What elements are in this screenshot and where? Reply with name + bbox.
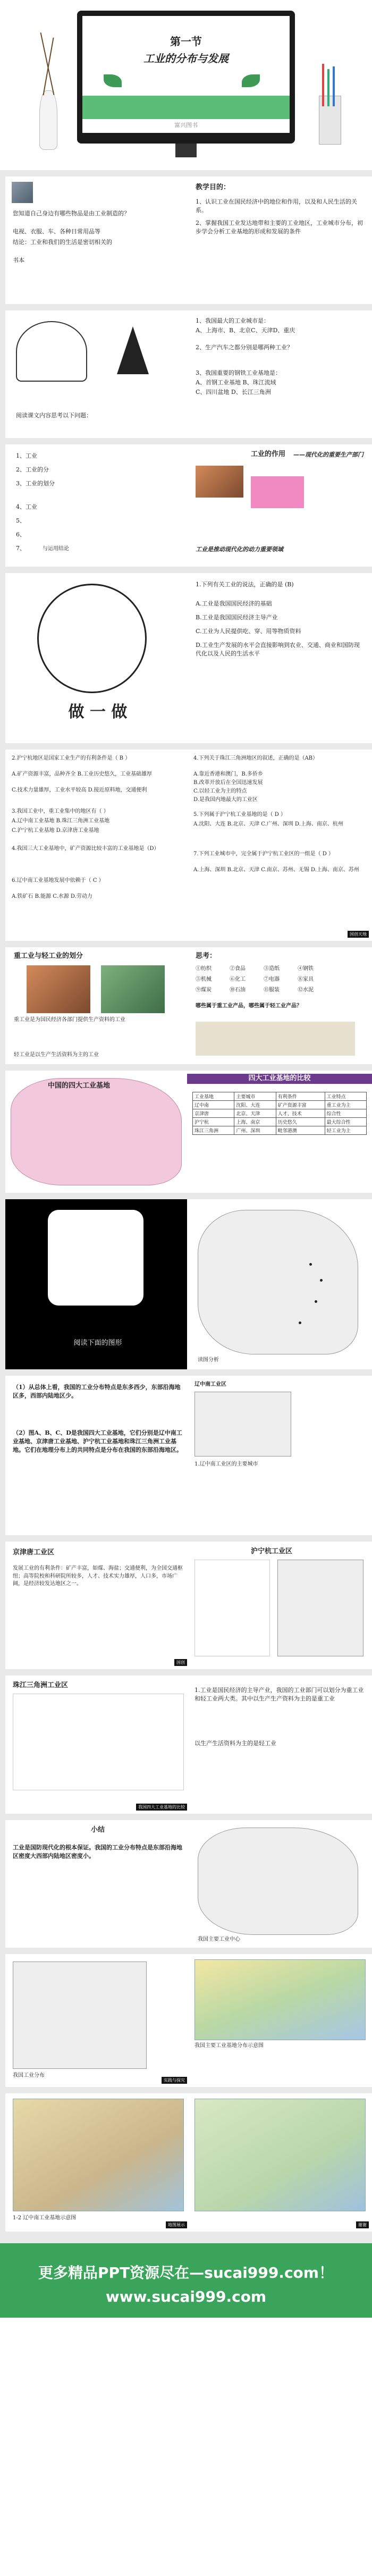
city-dot <box>309 1263 312 1266</box>
liaozhongnan-title: 辽中南工业区 <box>195 1382 226 1387</box>
quiz3-q4-b: B.改革开放后在全国迅速发展 <box>193 780 263 786</box>
bottom-blank <box>0 2318 372 2576</box>
question-3-option-c: C、四川盆地 D、长江三角洲 <box>196 389 271 395</box>
slide-outline <box>5 444 190 567</box>
outline-line-2: 2、工业的分 <box>16 466 49 473</box>
factory-image <box>196 466 243 498</box>
quiz2-q3-a: A.辽中南工业基地 B.珠江三角洲工业基地 <box>12 818 110 824</box>
industry-centers-label: 我国主要工业中心 <box>198 1937 240 1942</box>
quiz2-q3-c: C.沪宁杭工业基地 D.京津唐工业基地 <box>12 828 99 834</box>
table-cell: 沈阳、大连 <box>234 1101 276 1109</box>
slide-tag: 国创天地 <box>348 931 369 938</box>
heavy-definition: 重工业是为国民经济各部门提供生产资料的工业 <box>14 1017 125 1023</box>
bases-color-label: 我国主要工业基地分布示意图 <box>195 2043 264 2049</box>
slide-heavy-light <box>5 947 190 1064</box>
table-header-row <box>193 1092 367 1101</box>
slide-quiz-2 <box>5 750 190 941</box>
china-outline-map <box>198 1210 358 1354</box>
slide-quiz-1 <box>187 573 372 743</box>
city-dot <box>320 1279 323 1282</box>
practice-map <box>13 1962 147 2069</box>
quiz2-q3: 3.我国工业中，重工业集中的地区有（ ） <box>12 809 109 814</box>
outline-line-7: 7、 <box>16 545 26 552</box>
compass-icon <box>117 326 149 374</box>
outline-line-6: 6、 <box>16 531 26 538</box>
question-3: 3、我国重要的钢铁工业基地是： <box>196 369 281 376</box>
table-header: 工业基地 <box>193 1092 234 1101</box>
product-2: ②食品 <box>230 966 246 972</box>
comparison-title: 四大工业基地的比较 <box>187 1074 372 1084</box>
slide-read-think <box>5 310 190 438</box>
quiz3-q7-a: A.上海、深圳 B.北京、天津 C.南京、苏州、无锡 D.上海、南京、苏州 <box>193 867 359 873</box>
slide-teaching-goals <box>187 176 372 304</box>
quiz2-q6: 6.辽中南工业基地发展中依赖于（ C ） <box>12 878 104 883</box>
quiz3-q4-c: C.以轻工业为主的特点 <box>193 788 247 794</box>
quiz2-q6-a: A.铁矿石 B.能源 C.水源 D.劳动力 <box>12 894 92 899</box>
table-row <box>193 1126 367 1135</box>
slide-four-bases-map <box>5 1071 190 1193</box>
table-cell: 京津唐 <box>193 1109 234 1118</box>
jingjintang-title: 京津唐工业区 <box>13 1548 55 1556</box>
slide-tag: 地图展示 <box>166 2221 187 2228</box>
quiz-question: 1.下列有关工业的说法，正确的是 (B) <box>196 581 294 588</box>
green-band <box>82 96 290 119</box>
pearl-river-title: 珠江三角洲工业区 <box>13 1681 69 1689</box>
pencils-decoration <box>314 64 345 149</box>
heavy-light-title: 重工业与轻工业的划分 <box>14 952 83 960</box>
distribution-answer-2: （2）图A、B、C、D是我国四大工业基地，它们分别是辽中南工业基地、京津唐工业基地、沪宁杭工业基地和珠江三角洲工业基地。它们在地理分布上的共同特点是分布在我国的东部沿海地区。 <box>13 1429 182 1453</box>
slide-bases-comparison <box>187 1071 372 1193</box>
table-cell: 重工业为主 <box>325 1101 366 1109</box>
liaozhongnan-map-caption: 1-2 辽中南工业基地示意图 <box>13 2215 77 2221</box>
distribution-answer-1: （1）从总体上看，我国的工业分布特点是东多西少，东部沿海地区多，西部内陆地区少。 <box>13 1384 181 1399</box>
map-analysis-label: 读图分析 <box>198 1357 219 1363</box>
quiz3-q5: 5.下列属于沪宁杭工业基地的是（ D ） <box>193 812 286 818</box>
slide-tag: 实践与探究 <box>162 2077 187 2084</box>
goal-item-1: 1、认识工业在国民经济中的地位和作用，以及和人民生活的关系。 <box>196 198 357 214</box>
comparison-table <box>192 1092 367 1135</box>
outline-line-4: 4、工业 <box>16 503 37 510</box>
table-cell: 综合性 <box>325 1109 366 1118</box>
city-dot <box>315 1300 317 1303</box>
summary-title: 小结 <box>90 1826 105 1834</box>
table-cell: 辽中南 <box>193 1101 234 1109</box>
outline-line-5: 5、 <box>16 517 26 524</box>
slide-fill-blanks <box>187 1676 372 1814</box>
huninghang-title: 沪宁杭工业区 <box>251 1547 293 1555</box>
monitor-screen <box>82 16 290 133</box>
outline-line-1: 1、工业 <box>16 452 37 459</box>
banner-line-1: 更多精品PPT资源尽在—sucai999.com！ <box>38 2264 334 2282</box>
slide-liaozhongnan <box>187 1376 372 1535</box>
final-map <box>195 2099 366 2211</box>
vase-decoration <box>32 32 64 149</box>
slide-industry-role <box>187 444 372 567</box>
table-cell: 矿产资源丰富 <box>276 1101 325 1109</box>
quiz2-q2-a: A.矿产资源丰富，品种齐全 B.工业历史悠久，工业基础雄厚 <box>12 771 153 777</box>
city-dot <box>299 1321 301 1324</box>
liaozhongnan-sub: 1.辽中南工业区的主要城市 <box>195 1461 258 1467</box>
question-2: 2、生产汽车之都分别是哪两种工业？ <box>196 344 293 351</box>
quiz3-q4-a: A.靠近香港和澳门，B.多侨乡 <box>193 771 263 777</box>
books-caption: 书本 <box>13 257 24 264</box>
outline-right-label: 与运用结论 <box>43 546 69 552</box>
role-subtitle: ——现代化的重要生产部门 <box>293 451 363 458</box>
table-cell: 珠江三角洲 <box>193 1126 234 1135</box>
banner-line-2: www.sucai999.com <box>105 2288 267 2305</box>
jingjintang-body: 发展工业的有利条件：矿产丰富，如煤、海盐；交通便利，为全国交通枢纽；高等院校和科研院所较多，人才、技术实力雄厚，人口多，市场广阔，是经济较发达地区之一。 <box>13 1565 183 1587</box>
table-header: 主要城市 <box>234 1092 276 1101</box>
product-11: ⑪服装 <box>264 987 280 993</box>
answer-text: 电视、衣服、车、各种日常用品等 <box>13 228 100 235</box>
slide-tag: 国创 <box>174 1659 187 1666</box>
think-label: 思考： <box>196 952 217 960</box>
quiz2-q4: 4.我国三大工业基地中，矿产资源比较丰富的工业基地是（D） <box>12 846 159 852</box>
liaozhongnan-map <box>195 1392 291 1457</box>
product-12: ⑫水泥 <box>298 987 314 993</box>
thinking-kid-cartoon <box>48 1210 143 1306</box>
table-cell: 沪宁杭 <box>193 1118 234 1126</box>
goal-item-2: 2、掌握我国工业发达地带和主要的工业地区，工业城市分布，初步学会分析工业基地的形成和发展的条件 <box>196 220 363 235</box>
table-cell: 历史悠久 <box>276 1118 325 1126</box>
industry-centers-map <box>198 1828 358 1935</box>
quiz3-q7: 7.下列工业城市中，完全属于沪宁杭工业区的一组是（ D ） <box>193 851 334 857</box>
huninghang-text-block <box>195 1560 270 1656</box>
question-1-options: A、上海市、B、北京C、天津D、重庆 <box>196 327 295 334</box>
conclusion-text: 结论：工业和我们的生活是密切相关的 <box>13 239 112 246</box>
table-cell: 北京、天津 <box>234 1109 276 1118</box>
light-definition: 轻工业是以生产生活资料为主的工业 <box>14 1052 99 1058</box>
fill-blank-2: 以生产生活资料为主的是轻工业 <box>195 1740 276 1747</box>
table-row <box>193 1109 367 1118</box>
slide-quiz-3 <box>187 750 372 941</box>
slide-summary <box>5 1820 190 1948</box>
product-1: ①纺织 <box>196 966 212 972</box>
slide-distribution-answers <box>5 1376 190 1535</box>
phone-image <box>12 182 33 203</box>
table-cell: 人才、技术 <box>276 1109 325 1118</box>
china-map <box>11 1078 182 1185</box>
slide-reading-questions <box>187 310 372 438</box>
bases-color-map <box>195 1959 366 2040</box>
question-1: 1、我国最大的工业城市是： <box>196 317 269 324</box>
slide-industry-centers-map <box>187 1820 372 1948</box>
quiz-option-a: A.工业是我国国民经济的基础 <box>196 600 272 607</box>
quiz3-q4: 4.下列关于珠江三角洲地区的叙述，正确的是（AB） <box>193 755 318 761</box>
do-it-label: 做 一 做 <box>68 703 128 721</box>
slide-distribution-map-practice <box>5 1954 190 2087</box>
thinking-boy-cartoon <box>37 584 147 693</box>
question-text: 您知道自己身边有哪些物品是由工业制造的？ <box>13 210 130 217</box>
role-caption: 工业是推动现代化的动力重要领域 <box>196 546 283 553</box>
product-9: ⑨煤炭 <box>196 987 212 993</box>
textile-image <box>101 965 165 1013</box>
read-label: 阅读课文内容思考以下问题： <box>16 412 92 419</box>
practice-label: 我国工业分布 <box>13 2073 45 2078</box>
slide-title <box>0 0 372 170</box>
table-cell: 广州、深圳 <box>234 1126 276 1135</box>
leaf-icon <box>104 74 122 87</box>
quiz2-q2-c: C.技术力量雄厚，工业水平较高 D.接近原料地，交通便利 <box>12 787 147 793</box>
outline-line-3: 3、工业的划分 <box>16 480 55 487</box>
quiz3-q5-a: A.沈阳、大连 B.北京、天津 C.广州、深圳 D.上海、南京、杭州 <box>193 821 343 827</box>
fill-blank-1: 1.工业是国民经济的主导产业，我国的工业部门可以划分为重工业和轻工业两大类。其中以生产生产资料为主的是重工业 <box>195 1687 364 1702</box>
summary-text: 工业是国防现代化的根本保证。我国的工业分布特点是东部沿海地区密度大西部内陆地区密度小。 <box>13 1844 182 1859</box>
product-3: ③造纸 <box>264 966 280 972</box>
product-6: ⑥化工 <box>230 976 246 982</box>
slide-industry-dots-map <box>187 1199 372 1369</box>
slide-liaozhongnan-map <box>5 2093 190 2232</box>
slide-huningHang <box>187 1542 372 1669</box>
quiz-option-b: B.工业是我国国民经济主导产业 <box>196 614 278 621</box>
product-10: ⑩石油 <box>230 987 246 993</box>
table-cell: 最大综合性 <box>325 1118 366 1126</box>
slide-think-classify <box>187 947 372 1064</box>
quiz-option-c: C.工业为人民提供吃、穿、用等物质资料 <box>196 628 301 635</box>
quiz3-q4-d: D.是我国内地最大的工业区 <box>193 797 258 803</box>
slide-read-graph <box>5 1199 190 1369</box>
table-header: 工业特点 <box>325 1092 366 1101</box>
table-row <box>193 1101 367 1109</box>
huninghang-map <box>277 1560 363 1656</box>
table-header: 有利条件 <box>276 1092 325 1101</box>
products-image <box>196 1022 355 1056</box>
steel-image <box>27 965 90 1013</box>
machine-image <box>251 476 304 508</box>
slide-pearl-river <box>5 1676 190 1814</box>
footer-text: 富兴图书 <box>174 122 198 129</box>
table-cell: 毗邻港澳 <box>276 1126 325 1135</box>
slide-do-it <box>5 573 190 743</box>
table-row <box>193 1118 367 1126</box>
product-8: ⑧家具 <box>298 976 314 982</box>
leaf-icon <box>242 74 260 87</box>
slide-jingjintang <box>5 1542 190 1669</box>
table-cell: 上海、南京 <box>234 1118 276 1126</box>
slide-related-question <box>5 176 190 304</box>
product-5: ⑤机械 <box>196 976 212 982</box>
monitor-frame <box>77 11 295 144</box>
slide-tag: 我国四大工业基地的比较 <box>136 1804 187 1811</box>
quiz2-q2: 2.沪宁杭地区是国家工业生产的有利条件是（ B ） <box>12 755 131 761</box>
read-graph-caption: 阅读下面的图形 <box>73 1339 122 1347</box>
quiz-option-d: D.工业生产发展的水平会直接影响到农业、交通、商业和国防现代化以及人民的生活水平 <box>196 642 360 657</box>
table-cell: 轻工业为主 <box>325 1126 366 1135</box>
map-title: 中国的四大工业基地 <box>48 1082 111 1090</box>
slide-thanks <box>187 2093 372 2232</box>
promo-banner <box>0 2243 372 2318</box>
classify-question: 哪些属于重工业产品，哪些属于轻工业产品？ <box>196 1003 302 1009</box>
slide-tag: 谢谢 <box>356 2221 369 2228</box>
question-3-option-a: A、首钢工业基地 B、珠江流域 <box>196 379 276 386</box>
liaozhongnan-detail-map <box>13 2099 184 2211</box>
cartoon-reading <box>16 321 87 382</box>
goals-heading: 教学目的： <box>196 183 231 191</box>
product-4: ④钢铁 <box>298 966 314 972</box>
pearl-river-text-block <box>13 1694 184 1790</box>
product-7: ⑦电器 <box>264 976 280 982</box>
role-title: 工业的作用 <box>251 450 286 458</box>
slide-main-title: 工业的分布与发展 <box>143 52 229 65</box>
slide-number-title: 第一节 <box>170 35 202 48</box>
slide-bases-color-map <box>187 1954 372 2087</box>
